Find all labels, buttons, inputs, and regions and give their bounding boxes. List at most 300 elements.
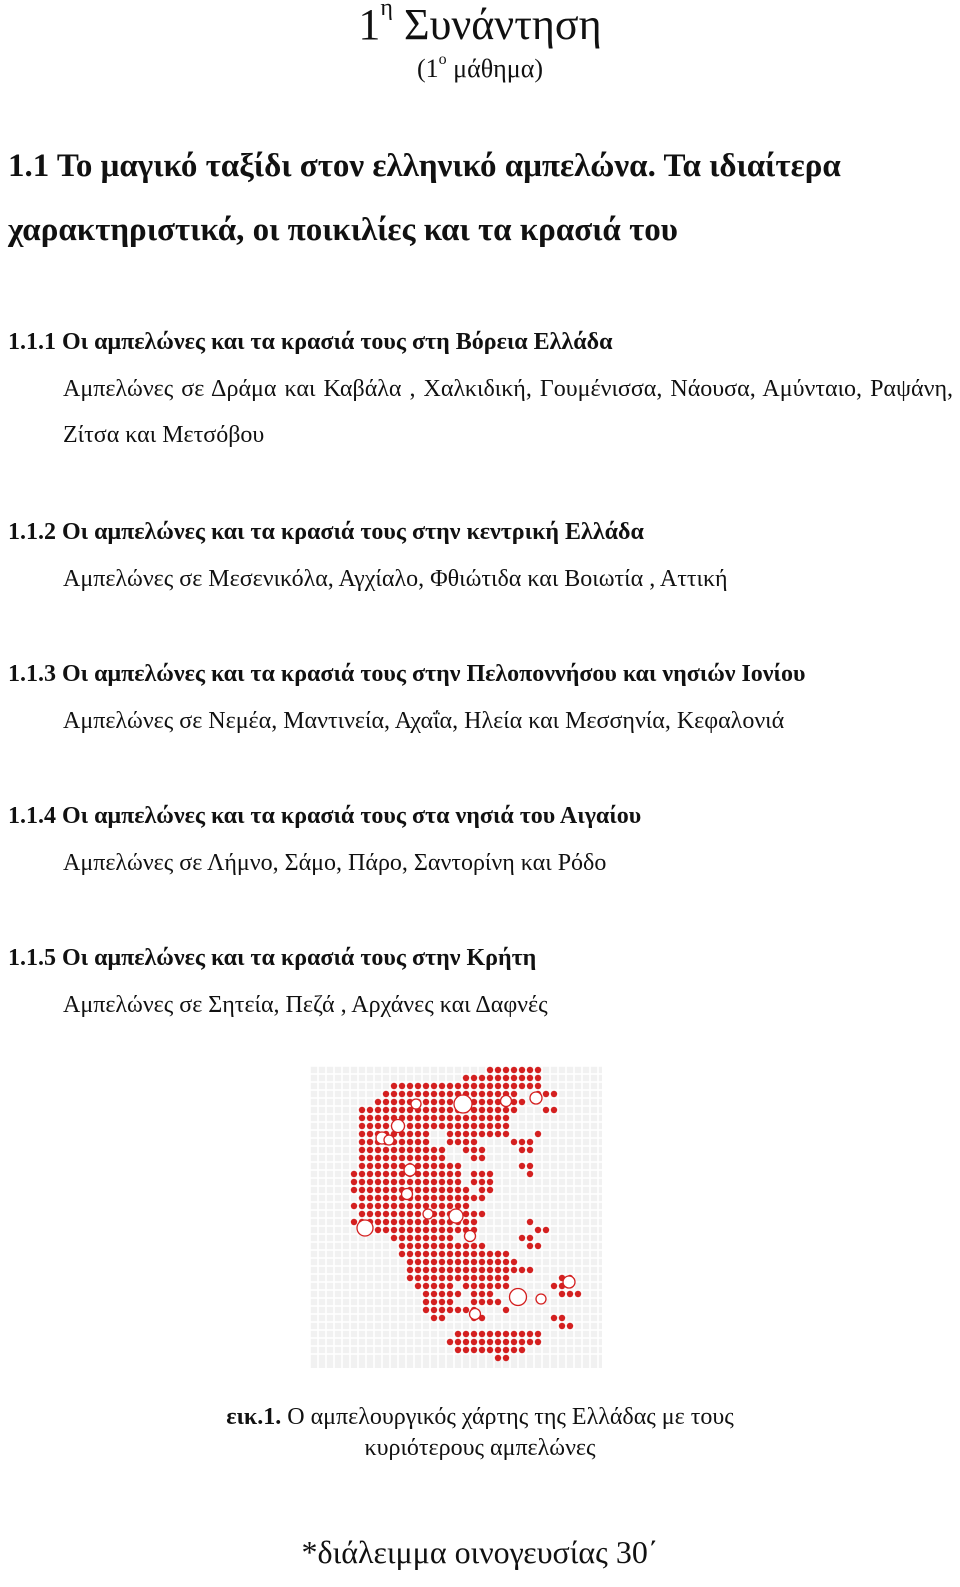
map-dot [407, 1259, 413, 1265]
map-dot [463, 1115, 469, 1121]
map-dot [487, 1275, 493, 1281]
map-dot [511, 1259, 517, 1265]
map-dot [407, 1211, 413, 1217]
map-dot [367, 1139, 373, 1145]
map-dot [479, 1275, 485, 1281]
map-dot [463, 1195, 469, 1201]
map-dot [551, 1107, 557, 1113]
map-dot [423, 1267, 429, 1273]
map-dot [423, 1107, 429, 1113]
map-dot [431, 1083, 437, 1089]
map-dot [359, 1131, 365, 1137]
vineyard-marker [510, 1289, 527, 1306]
map-dot [471, 1251, 477, 1257]
map-dot [519, 1139, 525, 1145]
map-dot [423, 1275, 429, 1281]
map-dot [479, 1075, 485, 1081]
map-dot [415, 1275, 421, 1281]
map-dot [495, 1331, 501, 1337]
map-dot [359, 1123, 365, 1129]
map-dot [447, 1243, 453, 1249]
map-dot [351, 1179, 357, 1185]
map-dot [487, 1171, 493, 1177]
map-dot [391, 1179, 397, 1185]
map-dot [495, 1299, 501, 1305]
map-dot [447, 1099, 453, 1105]
subsection-heading-peloponnese: 1.1.3 Οι αμπελώνες και τα κρασιά τους στην Πελοποννήσου και νησιών Ιονίου [8, 661, 806, 687]
map-dot [463, 1283, 469, 1289]
vineyard-marker [454, 1095, 472, 1113]
map-dot [455, 1251, 461, 1257]
map-dot [423, 1187, 429, 1193]
map-dot [463, 1211, 469, 1217]
map-dot [447, 1115, 453, 1121]
map-dot [407, 1131, 413, 1137]
map-dot [519, 1347, 525, 1353]
map-dot [519, 1331, 525, 1337]
map-dot [431, 1235, 437, 1241]
map-dot [471, 1331, 477, 1337]
map-dot [351, 1219, 357, 1225]
map-dot [367, 1171, 373, 1177]
map-dot [359, 1155, 365, 1161]
map-dot [479, 1131, 485, 1137]
map-dot [479, 1195, 485, 1201]
map-dot [471, 1267, 477, 1273]
map-dot [471, 1291, 477, 1297]
map-dot [431, 1259, 437, 1265]
map-dot [407, 1275, 413, 1281]
map-dot [535, 1131, 541, 1137]
map-dot [383, 1187, 389, 1193]
map-dot [463, 1243, 469, 1249]
map-dot [415, 1283, 421, 1289]
map-dot [375, 1179, 381, 1185]
map-dot [431, 1171, 437, 1177]
map-dot [431, 1243, 437, 1249]
map-dot [391, 1091, 397, 1097]
map-dot [455, 1339, 461, 1345]
map-dot [455, 1131, 461, 1137]
map-dot [495, 1283, 501, 1289]
map-dot [383, 1227, 389, 1233]
map-dot [511, 1339, 517, 1345]
map-dot [407, 1123, 413, 1129]
map-dot [495, 1091, 501, 1097]
map-dot [495, 1131, 501, 1137]
map-dot [399, 1099, 405, 1105]
map-dot [455, 1179, 461, 1185]
map-dot [447, 1083, 453, 1089]
map-dot [375, 1211, 381, 1217]
map-dot [423, 1251, 429, 1257]
map-dot [375, 1123, 381, 1129]
subsection-text-north: Αμπελώνες σε Δράμα και Καβάλα , Χαλκιδική, Γουμένισσα, Νάουσα, Αμύνταιο, Ραψάνη, Ζίτσα και Μετσόβου [63, 376, 953, 448]
map-dot [391, 1219, 397, 1225]
map-dot [455, 1267, 461, 1273]
map-dot [495, 1123, 501, 1129]
map-dot [495, 1251, 501, 1257]
map-dot [439, 1211, 445, 1217]
map-dot [423, 1283, 429, 1289]
map-dot [423, 1171, 429, 1177]
page-subtitle: ($1^o$ μάθημα) [416, 51, 543, 83]
map-dot [439, 1099, 445, 1105]
map-dot [407, 1235, 413, 1241]
map-dot [519, 1235, 525, 1241]
map-dot [487, 1075, 493, 1081]
map-dot [503, 1083, 509, 1089]
map-dot [447, 1123, 453, 1129]
map-dot [399, 1251, 405, 1257]
map-dot [439, 1163, 445, 1169]
map-dot [447, 1307, 453, 1313]
map-dot [351, 1171, 357, 1177]
map-dot [527, 1075, 533, 1081]
map-dot [479, 1259, 485, 1265]
map-dot [383, 1099, 389, 1105]
map-dot [399, 1227, 405, 1233]
map-dot [359, 1147, 365, 1153]
map-dot [399, 1155, 405, 1161]
figure-label: εικ.1. [226, 1404, 282, 1430]
map-dot [415, 1227, 421, 1233]
map-dot [375, 1227, 381, 1233]
map-dot [423, 1099, 429, 1105]
map-dot [423, 1163, 429, 1169]
map-dot [439, 1155, 445, 1161]
map-dot [375, 1163, 381, 1169]
map-dot [495, 1067, 501, 1073]
map-dot [551, 1315, 557, 1321]
map-dot [463, 1307, 469, 1313]
map-dot [375, 1147, 381, 1153]
map-dot [479, 1107, 485, 1113]
map-dot [487, 1123, 493, 1129]
map-dot [479, 1211, 485, 1217]
map-dot [399, 1139, 405, 1145]
map-dot [503, 1259, 509, 1265]
map-dot [471, 1171, 477, 1177]
map-dot [439, 1203, 445, 1209]
map-dot [543, 1091, 549, 1097]
map-dot [431, 1315, 437, 1321]
map-dot [471, 1115, 477, 1121]
map-dot [551, 1091, 557, 1097]
map-dot [463, 1123, 469, 1129]
map-dot [439, 1107, 445, 1113]
map-dot [471, 1219, 477, 1225]
map-dot [439, 1259, 445, 1265]
map-dot [367, 1131, 373, 1137]
map-dot [367, 1203, 373, 1209]
map-dot [399, 1083, 405, 1089]
map-dot [415, 1211, 421, 1217]
map-dot [431, 1275, 437, 1281]
map-dot [463, 1075, 469, 1081]
map-dot [415, 1115, 421, 1121]
subsection-heading-north: 1.1.1 Οι αμπελώνες και τα κρασιά τους στη Βόρεια Ελλάδα [8, 329, 613, 355]
map-dot [455, 1203, 461, 1209]
map-dot [367, 1115, 373, 1121]
map-dot [463, 1259, 469, 1265]
map-dot [359, 1203, 365, 1209]
map-dot [463, 1339, 469, 1345]
map-dot [423, 1299, 429, 1305]
map-dot [527, 1067, 533, 1073]
map-dot [399, 1179, 405, 1185]
map-dot [431, 1267, 437, 1273]
map-dot [391, 1227, 397, 1233]
map-dot [439, 1219, 445, 1225]
map-dot [479, 1267, 485, 1273]
map-dot [431, 1123, 437, 1129]
map-dot [479, 1147, 485, 1153]
map-dot [463, 1083, 469, 1089]
map-dot [487, 1115, 493, 1121]
map-dot [383, 1115, 389, 1121]
map-dot [391, 1171, 397, 1177]
map-dot [503, 1067, 509, 1073]
map-dot [383, 1211, 389, 1217]
vineyard-marker [411, 1099, 421, 1109]
map-dot [407, 1203, 413, 1209]
map-dot [367, 1123, 373, 1129]
map-dot [503, 1275, 509, 1281]
map-dot [487, 1131, 493, 1137]
map-dot [463, 1219, 469, 1225]
map-dot [447, 1267, 453, 1273]
map-dot [415, 1179, 421, 1185]
map-dot [431, 1299, 437, 1305]
map-dot [511, 1139, 517, 1145]
map-dot [415, 1155, 421, 1161]
map-dot [431, 1283, 437, 1289]
vineyard-marker [402, 1189, 413, 1200]
map-dot [463, 1331, 469, 1337]
map-dot [415, 1203, 421, 1209]
map-dot [375, 1155, 381, 1161]
map-dot [455, 1331, 461, 1337]
map-dot [471, 1211, 477, 1217]
map-dot [415, 1195, 421, 1201]
map-dot [471, 1283, 477, 1289]
vineyard-marker [449, 1209, 463, 1223]
map-dot [567, 1323, 573, 1329]
map-dot [359, 1211, 365, 1217]
map-dot [431, 1219, 437, 1225]
map-dot [431, 1195, 437, 1201]
map-dot [391, 1155, 397, 1161]
map-dot [503, 1307, 509, 1313]
map-dot [471, 1243, 477, 1249]
map-dot [359, 1139, 365, 1145]
map-dot [511, 1107, 517, 1113]
section-heading: 1.1 Το μαγικό ταξίδι στον ελληνικό αμπελώνα. Τα ιδιαίτερα χαρακτηριστικά, οι ποικιλίες και τα κρασιά του [8, 148, 841, 248]
map-dot [471, 1083, 477, 1089]
map-dot [479, 1155, 485, 1161]
map-dot [447, 1251, 453, 1257]
map-dot [375, 1099, 381, 1105]
map-dot [407, 1115, 413, 1121]
map-dot [391, 1163, 397, 1169]
map-dot [399, 1235, 405, 1241]
map-dot [351, 1203, 357, 1209]
map-dot [559, 1323, 565, 1329]
vineyard-marker [404, 1164, 416, 1176]
map-dot [447, 1275, 453, 1281]
map-dot [463, 1203, 469, 1209]
map-dot [495, 1075, 501, 1081]
map-dot [551, 1283, 557, 1289]
map-dot [471, 1139, 477, 1145]
map-dot [423, 1147, 429, 1153]
map-dot [471, 1179, 477, 1185]
map-dot [503, 1339, 509, 1345]
map-dot [511, 1091, 517, 1097]
map-dot [359, 1115, 365, 1121]
map-dot [455, 1187, 461, 1193]
map-dot [431, 1227, 437, 1233]
map-dot [439, 1171, 445, 1177]
map-dot [495, 1347, 501, 1353]
map-dot [415, 1251, 421, 1257]
subsection-heading-central: 1.1.2 Οι αμπελώνες και τα κρασιά τους στην κεντρική Ελλάδα [8, 519, 644, 545]
map-dot [519, 1267, 525, 1273]
map-dot [471, 1347, 477, 1353]
map-dot [487, 1251, 493, 1257]
map-dot [447, 1203, 453, 1209]
map-dot [423, 1243, 429, 1249]
map-dot [503, 1115, 509, 1121]
map-dot [439, 1267, 445, 1273]
map-dot [503, 1131, 509, 1137]
map-dot [391, 1083, 397, 1089]
vineyard-marker [470, 1309, 481, 1320]
subsection-text-peloponnese: Αμπελώνες σε Νεμέα, Μαντινεία, Αχαΐα, Ηλεία και Μεσσηνία, Κεφαλονιά [63, 708, 785, 734]
map-dot [463, 1139, 469, 1145]
map-dot [431, 1187, 437, 1193]
vineyard-marker [563, 1276, 575, 1288]
map-dot [447, 1195, 453, 1201]
map-dot [471, 1195, 477, 1201]
page-title: $1^\eta$ Συνάντηση [358, 0, 602, 49]
map-dot [527, 1219, 533, 1225]
map-dot [487, 1347, 493, 1353]
map-dot [423, 1083, 429, 1089]
map-dot [447, 1339, 453, 1345]
map-dot [479, 1099, 485, 1105]
map-dot [455, 1259, 461, 1265]
map-dot [503, 1267, 509, 1273]
map-dot [375, 1107, 381, 1113]
map-dot [487, 1107, 493, 1113]
map-dot [535, 1227, 541, 1233]
map-dot [407, 1219, 413, 1225]
map-dot [415, 1235, 421, 1241]
map-dot [519, 1075, 525, 1081]
map-dot [471, 1259, 477, 1265]
map-dot [399, 1107, 405, 1113]
map-dot [535, 1075, 541, 1081]
map-dot [535, 1339, 541, 1345]
map-dot [399, 1211, 405, 1217]
vineyard-map-image [310, 1066, 602, 1368]
map-dot [447, 1139, 453, 1145]
map-dot [487, 1339, 493, 1345]
map-dot [487, 1099, 493, 1105]
map-dot [487, 1179, 493, 1185]
map-dot [527, 1139, 533, 1145]
map-dot [447, 1227, 453, 1233]
map-dot [423, 1123, 429, 1129]
map-dot [479, 1299, 485, 1305]
map-dot [447, 1235, 453, 1241]
map-dot [455, 1123, 461, 1129]
vineyard-marker [392, 1120, 405, 1133]
map-dot [455, 1275, 461, 1281]
map-dot [455, 1115, 461, 1121]
map-dot [471, 1075, 477, 1081]
map-dot [447, 1107, 453, 1113]
subsection-text-crete: Αμπελώνες σε Σητεία, Πεζά , Αρχάνες και Δαφνές [63, 992, 548, 1018]
map-dot [423, 1179, 429, 1185]
map-dot [439, 1291, 445, 1297]
map-dot [447, 1091, 453, 1097]
map-dot [439, 1299, 445, 1305]
map-dot [455, 1195, 461, 1201]
map-dot [439, 1307, 445, 1313]
map-dot [487, 1091, 493, 1097]
map-dot [399, 1203, 405, 1209]
map-dot [463, 1147, 469, 1153]
map-dot [383, 1179, 389, 1185]
footer-note: *διάλειμμα οινογευσίας 30΄ [301, 1534, 659, 1570]
map-dot [487, 1187, 493, 1193]
map-dot [407, 1083, 413, 1089]
map-dot [471, 1091, 477, 1097]
map-dot [391, 1203, 397, 1209]
map-dot [399, 1147, 405, 1153]
subsection-heading-aegean: 1.1.4 Οι αμπελώνες και τα κρασιά τους στα νησιά του Αιγαίου [8, 803, 642, 829]
map-dot [367, 1187, 373, 1193]
map-dot [351, 1187, 357, 1193]
map-dot [391, 1147, 397, 1153]
map-dot [503, 1331, 509, 1337]
map-dot [431, 1291, 437, 1297]
map-dot [431, 1155, 437, 1161]
map-dot [367, 1211, 373, 1217]
map-dot [367, 1179, 373, 1185]
map-dot [375, 1187, 381, 1193]
map-dot [559, 1315, 565, 1321]
vineyard-marker [357, 1220, 373, 1236]
map-dot [431, 1203, 437, 1209]
subsection-text-aegean: Αμπελώνες σε Λήμνο, Σάμο, Πάρο, Σαντορίνη και Ρόδο [63, 850, 607, 876]
map-dot [527, 1267, 533, 1273]
map-dot [495, 1115, 501, 1121]
map-dot [511, 1347, 517, 1353]
map-dot [463, 1131, 469, 1137]
map-dot [479, 1115, 485, 1121]
map-dot [511, 1267, 517, 1273]
map-dot [487, 1291, 493, 1297]
map-dot [479, 1251, 485, 1257]
map-dot [375, 1171, 381, 1177]
map-dot [447, 1299, 453, 1305]
map-dot [391, 1099, 397, 1105]
vineyard-marker [536, 1294, 546, 1304]
